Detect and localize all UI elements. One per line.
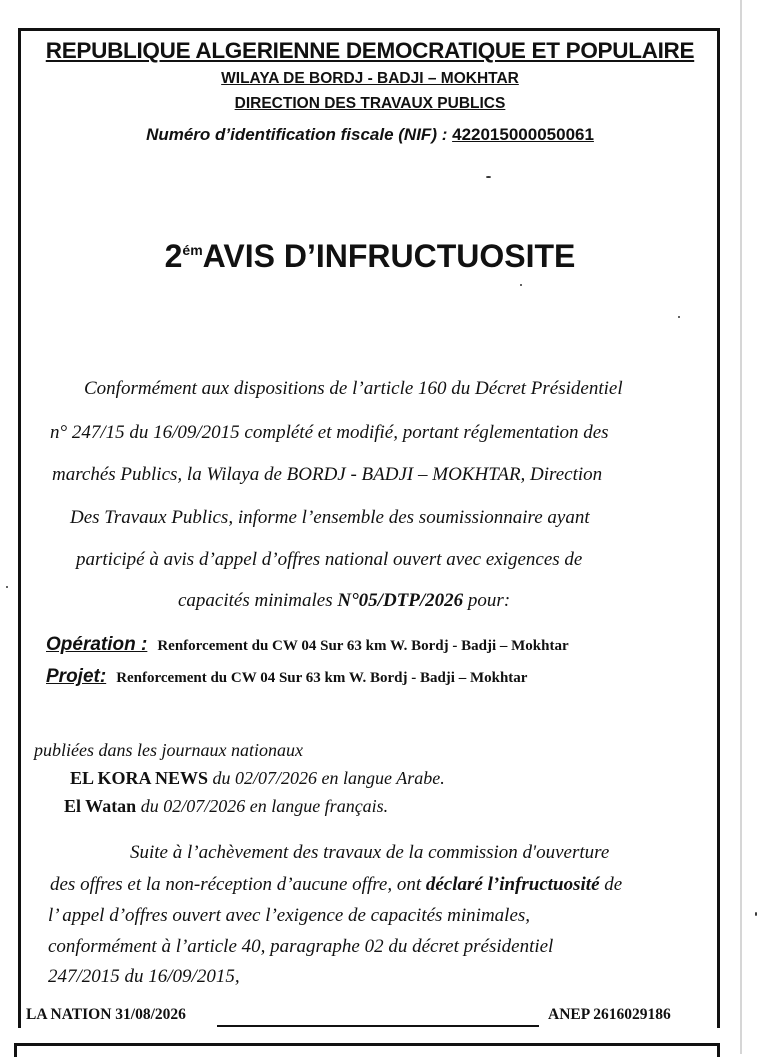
press-detail-2: du 02/07/2026 en langue français.	[136, 796, 389, 816]
projet-value: Renforcement du CW 04 Sur 63 km W. Bordj - Badji – Mokhtar	[116, 670, 528, 686]
notice-title	[20, 238, 720, 275]
title-ordinal-sup: ém	[182, 242, 203, 258]
conclusion-line-4: conformément à l’article 40, paragraphe 02 du décret présidentiel	[48, 936, 554, 957]
intro-line-1: Conformément aux dispositions de l’article 160 du Décret Présidentiel	[84, 378, 623, 399]
conclusion-line-2-post: de	[599, 874, 623, 895]
scan-speck	[678, 316, 680, 318]
intro-last-pre: capacités minimales	[178, 590, 338, 611]
tender-reference: N°05/DTP/2026	[337, 590, 464, 611]
conclusion-line-2	[50, 874, 622, 896]
anep-reference: ANEP 2616029186	[548, 1006, 671, 1023]
press-name-2: El Watan	[64, 796, 137, 816]
title-ordinal: 2	[164, 238, 183, 274]
operation-row	[46, 634, 569, 656]
operation-label: Opération :	[46, 634, 148, 655]
conclusion-line-1: Suite à l’achèvement des travaux de la commission d'ouverture	[130, 842, 610, 863]
wilaya-heading: WILAYA DE BORDJ - BADJI – MOKHTAR	[221, 70, 519, 87]
scan-speck	[486, 176, 491, 178]
page-edge	[740, 0, 742, 1054]
republic-heading: REPUBLIQUE ALGERIENNE DEMOCRATIQUE ET POPULAIRE	[45, 38, 695, 63]
operation-value: Renforcement du CW 04 Sur 63 km W. Bordj - Badji – Mokhtar	[157, 638, 569, 654]
conclusion-line-3: l’ appel d’offres ouvert avec l’exigence de capacités minimales,	[48, 905, 531, 926]
press-item-2	[64, 796, 388, 817]
projet-label: Projet:	[46, 666, 107, 687]
projet-row	[46, 666, 527, 688]
newspaper-reference: LA NATION 31/08/2026	[26, 1006, 186, 1023]
intro-line-2: n° 247/15 du 16/09/2015 complété et modifié, portant réglementation des	[50, 422, 609, 443]
next-notice-frame	[14, 1043, 720, 1057]
nif-number: 422015000050061	[452, 125, 594, 144]
intro-line-4: Des Travaux Publics, informe l’ensemble des soumissionnaire ayant	[70, 507, 590, 528]
press-detail-1: du 02/07/2026 en langue Arabe.	[208, 768, 445, 788]
footer-rule	[217, 1025, 539, 1027]
conclusion-line-5: 247/2015 du 16/09/2015,	[48, 966, 240, 987]
published-intro: publiées dans les journaux nationaux	[34, 740, 303, 760]
direction-heading: DIRECTION DES TRAVAUX PUBLICS	[234, 95, 506, 112]
intro-line-5: participé à avis d’appel d’offres national ouvert avec exigences de	[76, 549, 583, 570]
press-name-1: EL KORA NEWS	[70, 768, 209, 788]
title-text: AVIS D’INFRUCTUOSITE	[202, 238, 576, 274]
intro-last-post: pour:	[463, 590, 511, 611]
intro-line-6	[178, 590, 510, 612]
declaration-phrase: déclaré l’infructuosité	[425, 874, 600, 895]
scan-speck	[755, 912, 757, 916]
nif-label: Numéro d’identification fiscale (NIF) :	[146, 125, 448, 144]
press-item-1	[70, 768, 445, 789]
nif-line	[20, 125, 720, 145]
conclusion-line-2-pre: des offres et la non-réception d’aucune offre, ont	[50, 874, 426, 895]
scan-speck	[6, 586, 8, 588]
intro-line-3: marchés Publics, la Wilaya de BORDJ - BADJI – MOKHTAR, Direction	[52, 464, 603, 485]
scan-speck	[520, 284, 522, 286]
